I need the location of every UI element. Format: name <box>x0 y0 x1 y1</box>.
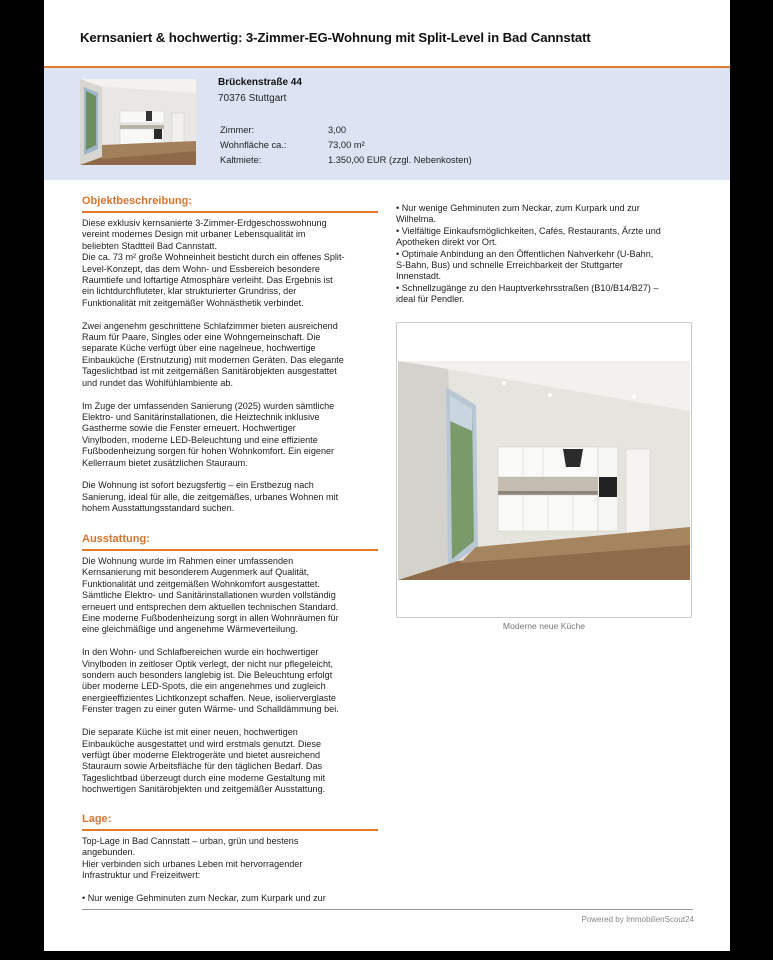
kitchen-photo[interactable] <box>398 361 690 580</box>
key-facts <box>220 123 472 168</box>
fact-cold-rent <box>220 153 472 168</box>
objektbeschreibung-text: Diese exklusiv kernsanierte 3-Zimmer-Erdgeschosswohnung vereint modernes Design mit urbaner Lebensqualität im beliebten Stadtteil Bad Cannstatt. Die ca. 73 m² große Wohneinheit besticht durch ein offenes Split- Level-Konzept, das dem Wohn- und Essbereich besondere Raumtiefe und loftartige Atmosphäre verleiht. Das Ergebnis ist ein lichtdurchfluteter, klar strukturierter Grundriss, der Funktionalität mit zeitgemäßer Wohnästhetik verbindet. Zwei angenehm geschnittene Schlafzimmer bieten ausreichend Raum für Paare, Singles oder eine Wohngemeinschaft. Die separate Küche verfügt über eine nagelneue, hochwertige Einbauküche (Erstnutzung) mit modernen Geräten. Das elegante Tageslichtbad ist mit zeitgemäßen Sanitärobjekten ausgestattet und rundet das Wohlfühlambiente ab. Im Zuge der umfassenden Sanierung (2025) wurden sämtliche Elektro- und Sanitärinstallationen, die Heiztechnik inklusive Gastherme sowie die Fenster erneuert. Hochwertiger Vinylboden, moderne LED-Beleuchtung und eine effiziente Fußbodenheizung sorgen für hohen Wohnkomfort. Ein eigener Kellerraum bietet zusätzlichen Stauraum. Die Wohnung ist sofort bezugsfertig – ein Erstbezug nach Sanierung, ideal für alle, die zeitgemäßes, urbanes Wohnen mit hohem Ausstattungsstandard suchen. <box>82 218 345 514</box>
section-rule <box>82 211 378 213</box>
heading-ausstattung: Ausstattung: <box>82 533 150 545</box>
footer-divider <box>82 909 693 910</box>
fact-label: Kaltmiete: <box>220 155 262 165</box>
footer-credit: Powered by ImmobilienScout24 <box>581 915 694 924</box>
photo-frame <box>396 322 692 618</box>
heading-lage: Lage: <box>82 813 112 825</box>
fact-living-area <box>220 138 472 153</box>
heading-objektbeschreibung: Objektbeschreibung: <box>82 195 193 207</box>
fact-label: Zimmer: <box>220 125 255 135</box>
expose-page <box>44 0 730 951</box>
fact-value: 3,00 <box>328 125 347 135</box>
fact-value: 73,00 m² <box>328 140 365 150</box>
lage-bullets: • Nur wenige Gehminuten zum Neckar, zum Kurpark und zur Wilhelma. • Vielfältige Einkaufsmöglichkeiten, Cafés, Restaurants, Ärzte und Apotheken direkt vor Ort. • Optimale Anbindung an den Öffentlichen Nahverkehr (U-Bahn, S-Bahn, Bus) und schnelle Erreichbarkeit der Stuttgarter Innenstadt. • Schnellzugänge zu den Hauptverkehrsstraßen (B10/B14/B27) – ideal für Pendler. <box>396 203 661 305</box>
photo-caption: Moderne neue Küche <box>502 621 586 631</box>
address-street: Brückenstraße 44 <box>218 77 302 88</box>
fact-label: Wohnfläche ca.: <box>220 140 287 150</box>
section-rule <box>82 549 378 551</box>
fact-rooms <box>220 123 472 138</box>
summary-band <box>44 68 730 180</box>
apartment-thumbnail[interactable] <box>80 79 196 165</box>
section-rule <box>82 829 378 831</box>
lage-text: Top-Lage in Bad Cannstatt – urban, grün und bestens angebunden. Hier verbinden sich urbanes Leben mit hervorragender Infrastruktur und Freizeitwert: • Nur wenige Gehminuten zum Neckar, zum Kurpark und zur <box>82 836 326 904</box>
fact-value: 1.350,00 EUR (zzgl. Nebenkosten) <box>328 155 472 165</box>
ausstattung-text: Die Wohnung wurde im Rahmen einer umfassenden Kernsanierung mit besonderem Augenmerk auf Qualität, Funktionalität und zeitgemäßen Wohnkomfort ausgestattet. Sämtliche Elektro- und Sanitärinstallationen wurden vollständig erneuert und entsprechen dem aktuellen technischen Standard. Eine moderne Fußbodenheizung sorgt in allen Wohnräumen für eine gleichmäßige und angenehme Wärmeverteilung. In den Wohn- und Schlafbereichen wurde ein hochwertiger Vinylboden in zeitloser Optik verlegt, der nicht nur pflegeleicht, sondern auch besonders langlebig ist. Die Beleuchtung erfolgt über moderne LED-Spots, die ein angenehmes und zugleich energieeffizientes Lichtkonzept schaffen. Neue, isolierverglaste Fenster tragen zu einer guten Wärme- und Schalldämmung bei. Die separate Küche ist mit einer neuen, hochwertigen Einbauküche ausgestattet und wird erstmals genutzt. Diese verfügt über moderne Elektrogeräte und bietet ausreichend Stauraum sowie Arbeitsfläche für den täglichen Bedarf. Das Tageslichtbad überzeugt durch eine moderne Gestaltung mit hochwertigen Sanitärobjekten und zeitgemäßer Ausstattung. <box>82 556 339 795</box>
page-title: Kernsaniert & hochwertig: 3-Zimmer-EG-Wohnung mit Split-Level in Bad Cannstatt <box>80 30 591 45</box>
address-city: 70376 Stuttgart <box>218 93 287 104</box>
